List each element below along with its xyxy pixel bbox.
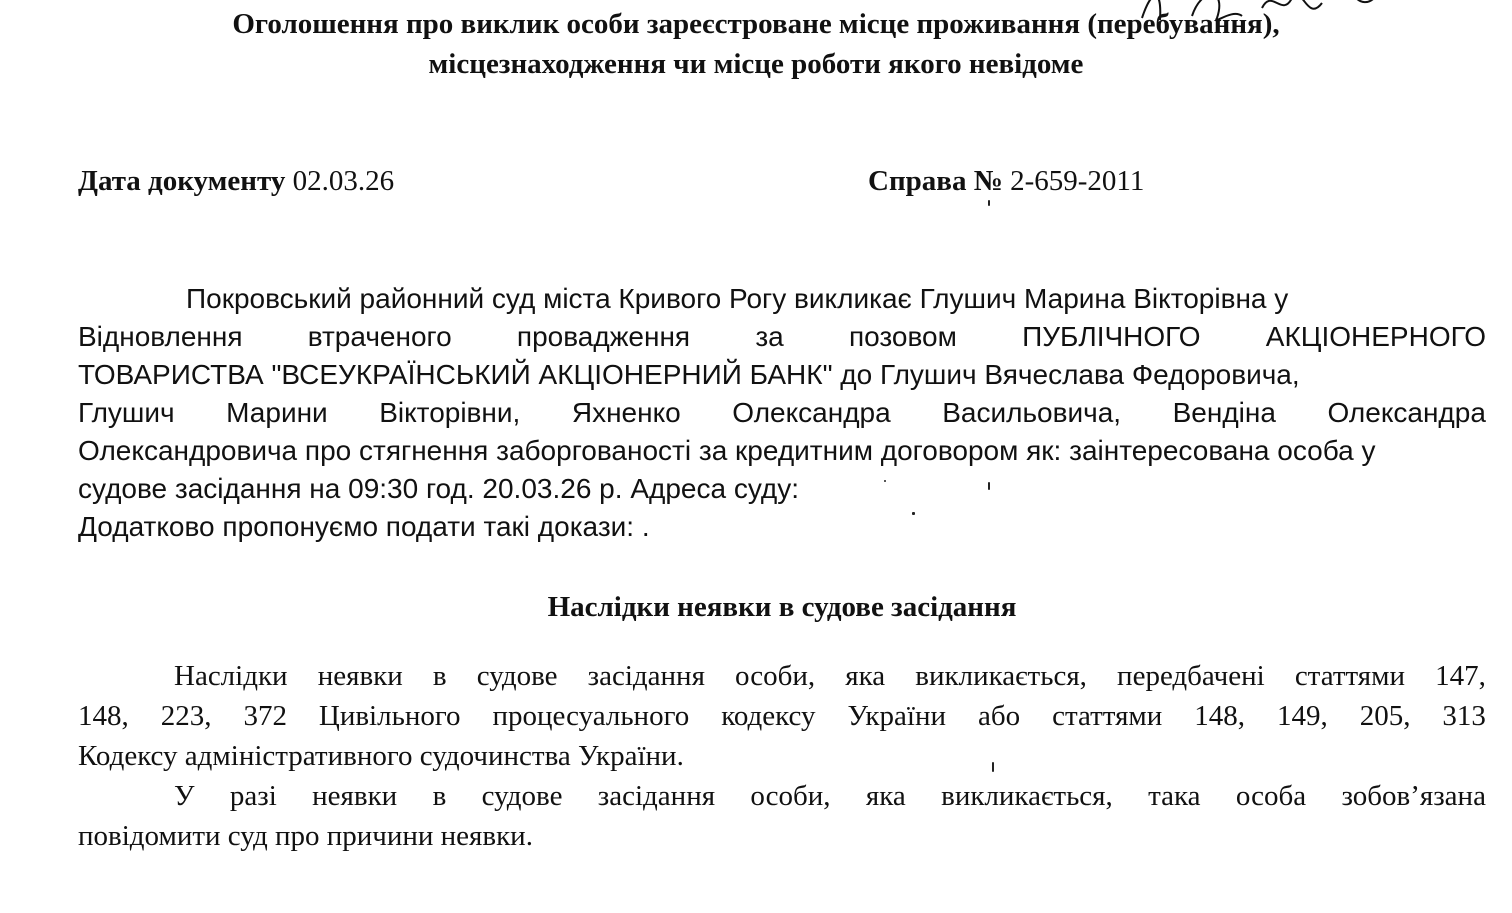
word: У xyxy=(174,780,195,812)
summons-line-5: Олександровича про стягнення заборгованості за кредитним договором як: заінтересована особа у xyxy=(78,435,1376,466)
consequences-line-2 xyxy=(78,696,1486,736)
consequences-line-3: Кодексу адміністративного судочинства України. xyxy=(78,740,684,772)
summons-paragraph xyxy=(78,280,1488,546)
case-label: Справа № xyxy=(868,165,1003,197)
word: Олександра xyxy=(1327,397,1486,428)
word: провадження xyxy=(516,321,691,352)
word: особи, xyxy=(735,660,816,692)
word: неявки xyxy=(312,780,398,812)
scan-speck xyxy=(992,762,994,772)
word: Марини xyxy=(226,397,328,428)
word: особа xyxy=(1235,780,1307,812)
summons-line-2 xyxy=(78,318,1486,356)
consequences-line-1 xyxy=(78,656,1486,696)
scan-speck xyxy=(988,200,990,206)
word: засідання xyxy=(587,660,705,692)
word: 313 xyxy=(1442,700,1486,732)
word: викликається, xyxy=(915,660,1087,692)
consequences-line-4 xyxy=(78,776,1486,816)
word: 372 xyxy=(243,700,287,732)
title-line-2: місцезнаходження чи місце роботи якого невідоме xyxy=(428,48,1084,80)
word: або xyxy=(977,700,1021,732)
word: 223, xyxy=(160,700,212,732)
date-label: Дата документу xyxy=(78,165,286,197)
word: кодексу xyxy=(721,700,816,732)
word: 147, xyxy=(1435,660,1486,692)
summons-line-4 xyxy=(78,394,1486,432)
word: Глушич xyxy=(78,397,175,428)
word: АКЦІОНЕРНОГО xyxy=(1265,321,1486,352)
summons-line-1: Покровський районний суд міста Кривого Рогу викликає Глушич Марина Вікторівна у xyxy=(186,283,1289,314)
word: Васильовича, xyxy=(942,397,1122,428)
word: така xyxy=(1148,780,1201,812)
consequences-line-5: повідомити суд про причини неявки. xyxy=(78,820,533,852)
word: України xyxy=(847,700,946,732)
word: яка xyxy=(845,660,886,692)
document-date xyxy=(78,162,394,200)
scan-speck xyxy=(988,482,990,490)
scan-speck xyxy=(884,480,886,482)
summons-line-7: Додатково пропонуємо подати такі докази: . xyxy=(78,511,650,542)
word: Олександра xyxy=(732,397,891,428)
word: в xyxy=(432,780,447,812)
date-value: 02.03.26 xyxy=(292,165,395,197)
word: процесуального xyxy=(492,700,690,732)
word: ПУБЛІЧНОГО xyxy=(1022,321,1201,352)
consequences-heading: Наслідки неявки в судове засідання xyxy=(547,591,1017,623)
case-value: 2-659-2011 xyxy=(1010,165,1145,197)
word: 149, xyxy=(1276,700,1328,732)
summons-line-3: ТОВАРИСТВА "ВСЕУКРАЇНСЬКИЙ АКЦІОНЕРНИЙ БАНК" до Глушич Вячеслава Федоровича, xyxy=(78,359,1300,390)
scan-speck xyxy=(912,512,915,515)
word: викликається, xyxy=(941,780,1113,812)
word: 148, xyxy=(1194,700,1245,732)
word: Відновлення xyxy=(78,321,243,352)
word: Вендіна xyxy=(1172,397,1276,428)
word: неявки xyxy=(317,660,403,692)
word: позовом xyxy=(848,321,957,352)
word: втраченого xyxy=(307,321,452,352)
word: Наслідки xyxy=(174,660,288,692)
word: Яхненко xyxy=(571,397,681,428)
word: зобов’язана xyxy=(1341,780,1486,812)
word: Цивільного xyxy=(318,700,461,732)
word: в xyxy=(432,660,447,692)
title-line-1: Оголошення про виклик особи зареєстроване місце проживання (перебування), xyxy=(232,8,1280,40)
word: Вікторівни, xyxy=(379,397,521,428)
word: 205, xyxy=(1359,700,1411,732)
page-title xyxy=(0,4,1512,84)
word: судове xyxy=(476,660,558,692)
word: передбачені xyxy=(1117,660,1265,692)
word: яка xyxy=(865,780,906,812)
word: разі xyxy=(229,780,277,812)
summons-line-6: судове засідання на 09:30 год. 20.03.26 р. Адреса суду: xyxy=(78,473,800,504)
word: судове xyxy=(481,780,563,812)
word: засідання xyxy=(597,780,716,812)
word: статтями xyxy=(1294,660,1406,692)
word: статтями xyxy=(1052,700,1163,732)
case-number xyxy=(868,162,1144,200)
word: особи, xyxy=(750,780,831,812)
word: 148, xyxy=(78,700,129,732)
consequences-paragraph xyxy=(78,656,1488,856)
word: за xyxy=(755,321,784,352)
